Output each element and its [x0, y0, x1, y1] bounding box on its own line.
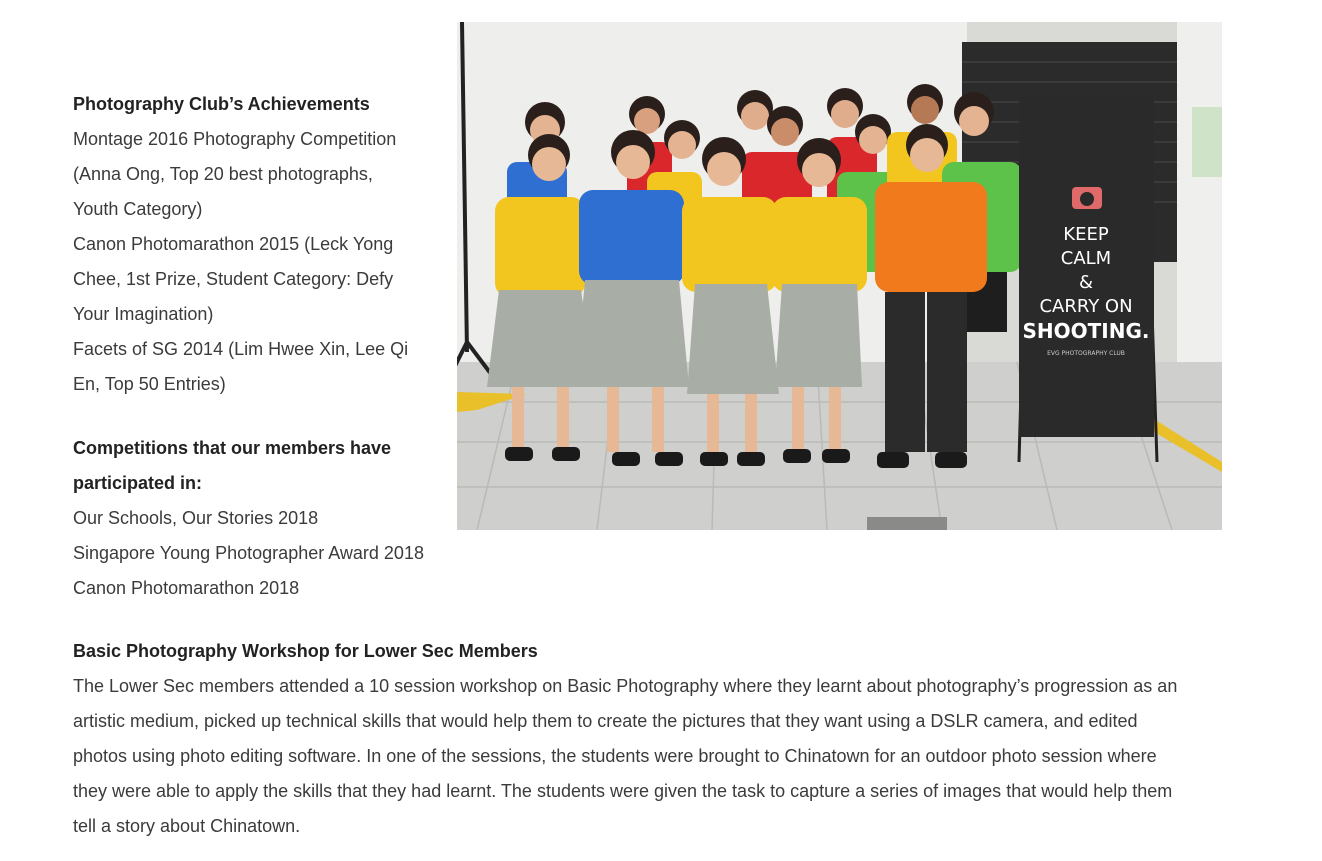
banner-keep: KEEP: [1063, 224, 1109, 245]
banner-club: EVG PHOTOGRAPHY CLUB: [1047, 350, 1125, 357]
achievement-line: Canon Photomarathon 2015 (Leck Yong: [73, 234, 394, 254]
workshop-line: tell a story about Chinatown.: [73, 816, 301, 836]
workshop-section: [73, 634, 1248, 844]
achievement-line: (Anna Ong, Top 20 best photographs,: [73, 164, 373, 184]
competitions-heading: Competitions that our members have: [73, 438, 392, 458]
banner-carry-on: CARRY ON: [1039, 296, 1133, 317]
competition-item: Canon Photomarathon 2018: [73, 578, 300, 598]
banner-shooting: SHOOTING.: [1022, 319, 1150, 343]
achievement-line: Chee, 1st Prize, Student Category: Defy: [73, 269, 394, 289]
workshop-heading: Basic Photography Workshop for Lower Sec Members: [73, 641, 538, 661]
group-photo: [457, 22, 1222, 530]
achievement-line: En, Top 50 Entries): [73, 374, 226, 394]
achievement-line: Your Imagination): [73, 304, 214, 324]
competitions-heading-cont: participated in:: [73, 473, 203, 493]
banner-calm: CALM: [1060, 248, 1112, 269]
competition-item: Our Schools, Our Stories 2018: [73, 508, 319, 528]
workshop-line: artistic medium, picked up technical skills that would help them to create the pictures that they want using a DSLR camera, and edited: [73, 711, 1138, 731]
achievement-line: Montage 2016 Photography Competition: [73, 129, 397, 149]
left-column: [73, 87, 453, 606]
achievements-heading: Photography Club’s Achievements: [73, 94, 370, 114]
workshop-line: photos using photo editing software. In one of the sessions, the students were brought to Chinatown for an outdoor photo session where: [73, 746, 1157, 766]
achievement-line: Youth Category): [73, 199, 203, 219]
banner-and: &: [1078, 272, 1094, 293]
workshop-line: The Lower Sec members attended a 10 session workshop on Basic Photography where they learnt about photography’s progression as an: [73, 676, 1178, 696]
competition-item: Singapore Young Photographer Award 2018: [73, 543, 424, 563]
keep-calm-banner: [1019, 97, 1157, 462]
workshop-line: they were able to apply the skills that they had learnt. The students were given the task to capture a series of images that would help them: [73, 781, 1173, 801]
achievement-line: Facets of SG 2014 (Lim Hwee Xin, Lee Qi: [73, 339, 409, 359]
